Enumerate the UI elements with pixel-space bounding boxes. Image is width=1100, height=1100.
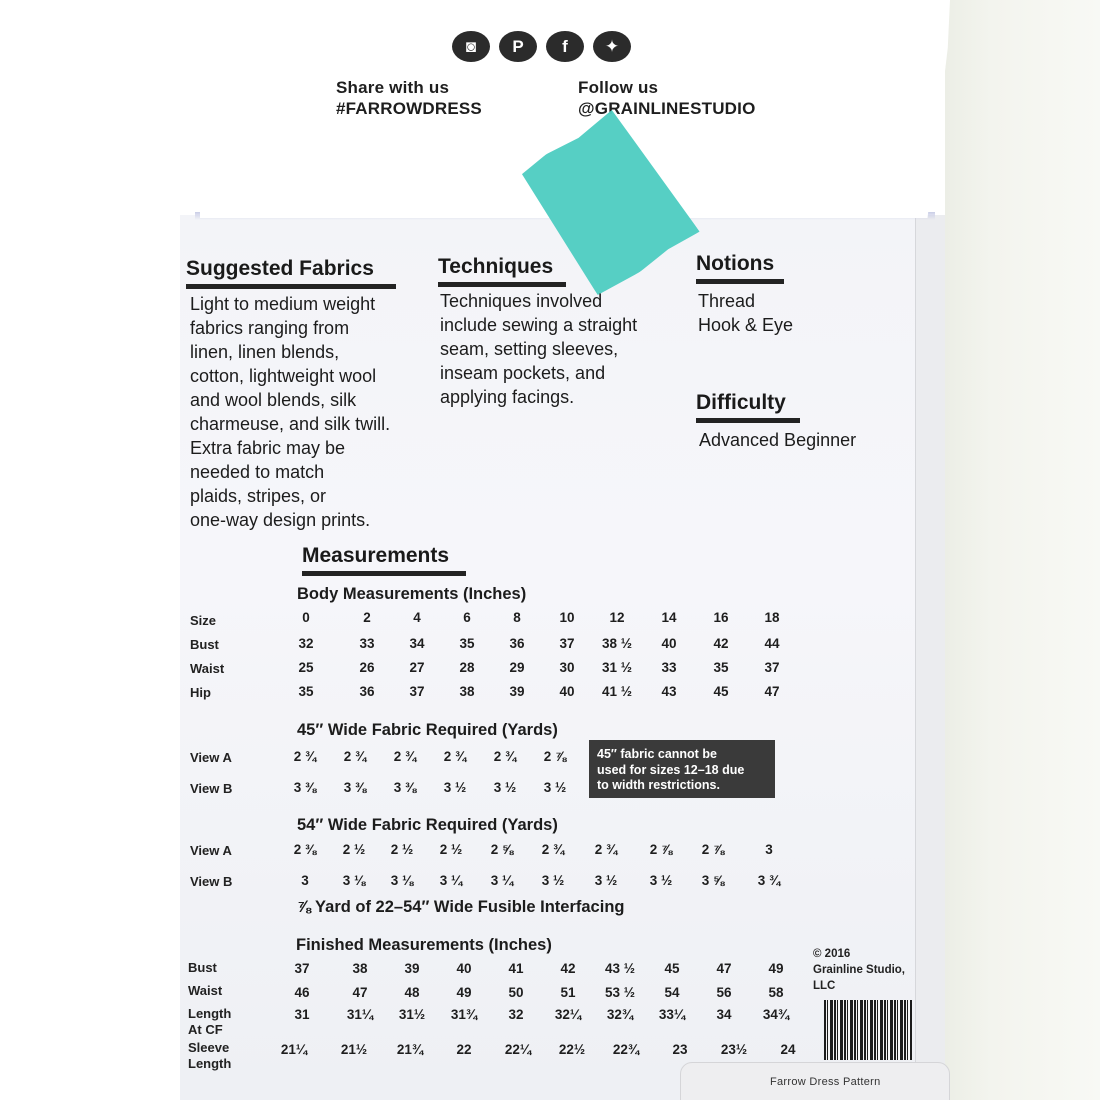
label-line: Length [188, 1006, 232, 1021]
cell: 37 [294, 961, 310, 976]
cell: 38 [459, 684, 475, 699]
cell: 31¼ [346, 1007, 374, 1022]
cell: 35 [713, 660, 729, 675]
cell: 37 [409, 684, 425, 699]
fabrics-line: charmeuse, and silk twill. [190, 414, 391, 434]
cell: 3 ⅛ [342, 873, 366, 888]
barcode [824, 1000, 912, 1060]
cell: 26 [359, 660, 375, 675]
fabrics-line: needed to match [190, 462, 325, 482]
cell: 45 [713, 684, 729, 699]
row-label-view-a-45: View A [190, 750, 232, 765]
cell: 2 ¾ [293, 749, 317, 764]
fabrics-line: Extra fabric may be [190, 438, 346, 458]
cell: 23½ [720, 1042, 748, 1057]
cell: 2 ⅝ [490, 842, 514, 857]
share-hashtag: #FARROWDRESS [336, 99, 482, 118]
cell: 3 ⅜ [293, 780, 317, 795]
row-label-waist: Waist [190, 661, 225, 676]
cell: 3 ½ [443, 780, 467, 795]
view-b-45-row [280, 780, 580, 795]
cell: 43 [661, 684, 677, 699]
cell: 2 ¾ [493, 749, 517, 764]
cell: 2 ¾ [393, 749, 417, 764]
fabrics-line: cotton, lightweight wool [190, 366, 377, 386]
cell: 46 [294, 985, 310, 1000]
cell: 2 ⅜ [293, 842, 317, 857]
follow-label: Follow us [578, 78, 659, 97]
cell: 8 [513, 610, 521, 625]
body-measurements-title: Body Measurements (Inches) [297, 585, 527, 603]
cell: 22 [456, 1042, 472, 1057]
share-label: Share with us [336, 78, 450, 97]
hip-row [270, 684, 798, 699]
techniques-heading: Techniques [438, 255, 566, 287]
cell: 3 ½ [541, 873, 565, 888]
share-block [336, 77, 482, 119]
cell: 41 [508, 961, 524, 976]
cell: 25 [298, 660, 314, 675]
bust-row [270, 636, 798, 651]
label-line: Sleeve [188, 1040, 230, 1055]
cell: 33 [359, 636, 375, 651]
cell: 2 [363, 610, 371, 625]
cell: 33¼ [658, 1007, 686, 1022]
instagram-icon[interactable] [452, 31, 490, 62]
cell: 3 ½ [649, 873, 673, 888]
cell: 3 [301, 873, 309, 888]
label-line: Length [188, 1056, 232, 1071]
fabrics-line: and wool blends, silk [190, 390, 357, 410]
cell: 3 ¾ [757, 873, 781, 888]
pinterest-glyph: P [512, 36, 524, 56]
finished-waist-row [270, 985, 802, 1000]
row-label-view-b-45: View B [190, 781, 233, 796]
cell: 3 ⅛ [390, 873, 414, 888]
cell: 34 [716, 1007, 732, 1022]
waist-row [270, 660, 798, 675]
row-label-view-b-54: View B [190, 874, 233, 889]
cell: 36 [359, 684, 375, 699]
follow-handle: @GRAINLINESTUDIO [578, 99, 756, 118]
cell: 3 ¼ [490, 873, 514, 888]
difficulty-heading: Difficulty [696, 391, 800, 423]
techniques-line: seam, setting sleeves, [440, 339, 619, 359]
size-row [270, 610, 798, 625]
copyright-owner: Grainline Studio, [813, 964, 906, 976]
cell: 54 [664, 985, 680, 1000]
twitter-icon[interactable] [593, 31, 631, 62]
cell: 34 [409, 636, 425, 651]
view-a-54-row [280, 842, 800, 857]
row-label-hip: Hip [190, 685, 211, 700]
cell: 47 [352, 985, 368, 1000]
cell: 6 [463, 610, 471, 625]
row-label-view-a-54: View A [190, 843, 232, 858]
cell: 2 ¾ [594, 842, 618, 857]
view-b-54-row [280, 873, 800, 888]
cell: 14 [661, 610, 677, 625]
cell: 38 ½ [601, 636, 633, 651]
cell: 32¾ [606, 1007, 634, 1022]
fabrics-line: Light to medium weight [190, 294, 376, 314]
pattern-tag-label: Farrow Dress Pattern [770, 1076, 881, 1088]
facebook-glyph: f [562, 36, 568, 56]
fabric-45-note [589, 740, 775, 798]
cell: 3 ½ [493, 780, 517, 795]
cell: 36 [509, 636, 525, 651]
cell: 43 ½ [604, 961, 636, 976]
suggested-fabrics-heading: Suggested Fabrics [186, 257, 396, 289]
cell: 32 [508, 1007, 524, 1022]
row-label-finished-bust: Bust [188, 960, 217, 975]
notions-heading: Notions [696, 252, 784, 284]
cell: 3 [765, 842, 773, 857]
fabric-54-title: 54″ Wide Fabric Required (Yards) [297, 816, 558, 834]
difficulty-level [699, 428, 856, 452]
cell: 34¾ [762, 1007, 790, 1022]
cell: 38 [352, 961, 368, 976]
finished-measurements-title: Finished Measurements (Inches) [296, 936, 552, 954]
cell: 45 [664, 961, 680, 976]
cell: 28 [459, 660, 475, 675]
cell: 40 [661, 636, 677, 651]
cell: 40 [456, 961, 472, 976]
cell: 31½ [398, 1007, 426, 1022]
fabric-45-title: 45″ Wide Fabric Required (Yards) [297, 721, 558, 739]
cell: 40 [559, 684, 575, 699]
row-label-sleeve-length [188, 1040, 231, 1072]
cell: 2 ¾ [343, 749, 367, 764]
cell: 47 [764, 684, 780, 699]
cell: 56 [716, 985, 732, 1000]
cell: 35 [459, 636, 475, 651]
twitter-glyph: ✦ [604, 36, 620, 56]
fabrics-line: linen, linen blends, [190, 342, 340, 362]
facebook-icon[interactable] [546, 31, 584, 62]
difficulty-value: Advanced Beginner [699, 430, 857, 450]
cell: 3 ½ [543, 780, 567, 795]
cell: 32¼ [554, 1007, 582, 1022]
fabrics-line: plaids, stripes, or [190, 486, 327, 506]
cell: 2 ½ [390, 842, 414, 857]
social-icons [452, 31, 631, 62]
cell: 22¾ [612, 1042, 640, 1057]
cell: 3 ⅜ [343, 780, 367, 795]
cell: 24 [780, 1042, 796, 1057]
cell: 44 [764, 636, 780, 651]
cell: 21¾ [396, 1042, 424, 1057]
view-a-45-row [280, 749, 580, 764]
note-line: 45″ fabric cannot be [597, 747, 717, 761]
cell: 30 [559, 660, 575, 675]
cell: 0 [302, 610, 310, 625]
cell: 21¼ [280, 1042, 308, 1057]
cell: 47 [716, 961, 732, 976]
cell: 3 ¼ [439, 873, 463, 888]
cell: 2 ⅞ [543, 749, 567, 764]
techniques-line: include sewing a straight [440, 315, 638, 335]
note-line: to width restrictions. [597, 778, 720, 792]
fabrics-line: one-way design prints. [190, 510, 371, 530]
row-label-bust: Bust [190, 637, 219, 652]
cell: 23 [672, 1042, 688, 1057]
cell: 27 [409, 660, 425, 675]
pinterest-icon[interactable] [499, 31, 537, 62]
copyright-notice [813, 946, 905, 994]
cell: 32 [298, 636, 314, 651]
inner-sheet-edge [915, 215, 945, 1100]
label-line: At CF [188, 1022, 223, 1037]
finished-length-row [270, 1007, 802, 1022]
cell: 37 [764, 660, 780, 675]
cell: 10 [559, 610, 575, 625]
suggested-fabrics-text [190, 292, 390, 532]
copyright-year: © 2016 [813, 948, 851, 960]
cell: 49 [456, 985, 472, 1000]
row-label-size: Size [190, 613, 217, 628]
cell: 58 [768, 985, 784, 1000]
cell: 53 ½ [604, 985, 636, 1000]
cell: 31¾ [450, 1007, 478, 1022]
cell: 2 ½ [439, 842, 463, 857]
techniques-text [440, 289, 637, 409]
cell: 21½ [340, 1042, 368, 1057]
copyright-suffix: LLC [813, 980, 836, 992]
cell: 29 [509, 660, 525, 675]
cell: 18 [764, 610, 780, 625]
instagram-glyph: ◙ [465, 36, 477, 56]
notion-item: Hook & Eye [698, 315, 794, 335]
cell: 50 [508, 985, 524, 1000]
cell: 22½ [558, 1042, 586, 1057]
cell: 49 [768, 961, 784, 976]
cell: 31 [294, 1007, 310, 1022]
cell: 39 [509, 684, 525, 699]
background-paper [945, 0, 1100, 1100]
cell: 2 ¾ [443, 749, 467, 764]
techniques-line: applying facings. [440, 387, 575, 407]
cell: 22¼ [504, 1042, 532, 1057]
techniques-line: inseam pockets, and [440, 363, 606, 383]
cell: 16 [713, 610, 729, 625]
cell: 48 [404, 985, 420, 1000]
notion-item: Thread [698, 291, 756, 311]
cell: 51 [560, 985, 576, 1000]
cell: 3 ⅜ [393, 780, 417, 795]
cell: 37 [559, 636, 575, 651]
techniques-line: Techniques involved [440, 291, 603, 311]
cell: 4 [413, 610, 421, 625]
cell: 42 [713, 636, 729, 651]
finished-bust-row [270, 961, 802, 976]
cell: 41 ½ [601, 684, 633, 699]
cell: 3 ⅝ [701, 873, 725, 888]
notions-list [698, 289, 793, 337]
cell: 39 [404, 961, 420, 976]
cell: 42 [560, 961, 576, 976]
follow-block [578, 77, 756, 119]
cell: 33 [661, 660, 677, 675]
measurements-heading: Measurements [302, 544, 466, 576]
finished-sleeve-row [262, 1042, 814, 1057]
row-label-finished-waist: Waist [188, 983, 223, 998]
cell: 31 ½ [601, 660, 633, 675]
cell: 2 ½ [342, 842, 366, 857]
cell: 2 ⅞ [701, 842, 725, 857]
note-line: used for sizes 12–18 due [597, 762, 745, 777]
cell: 35 [298, 684, 314, 699]
cell: 3 ½ [594, 873, 618, 888]
cell: 12 [609, 610, 625, 625]
interfacing-note: ⅞ Yard of 22–54″ Wide Fusible Interfacing [297, 898, 625, 916]
cell: 2 ¾ [541, 842, 565, 857]
row-label-length-cf [188, 1006, 231, 1038]
cell: 2 ⅞ [649, 842, 673, 857]
fabrics-line: fabrics ranging from [190, 318, 350, 338]
